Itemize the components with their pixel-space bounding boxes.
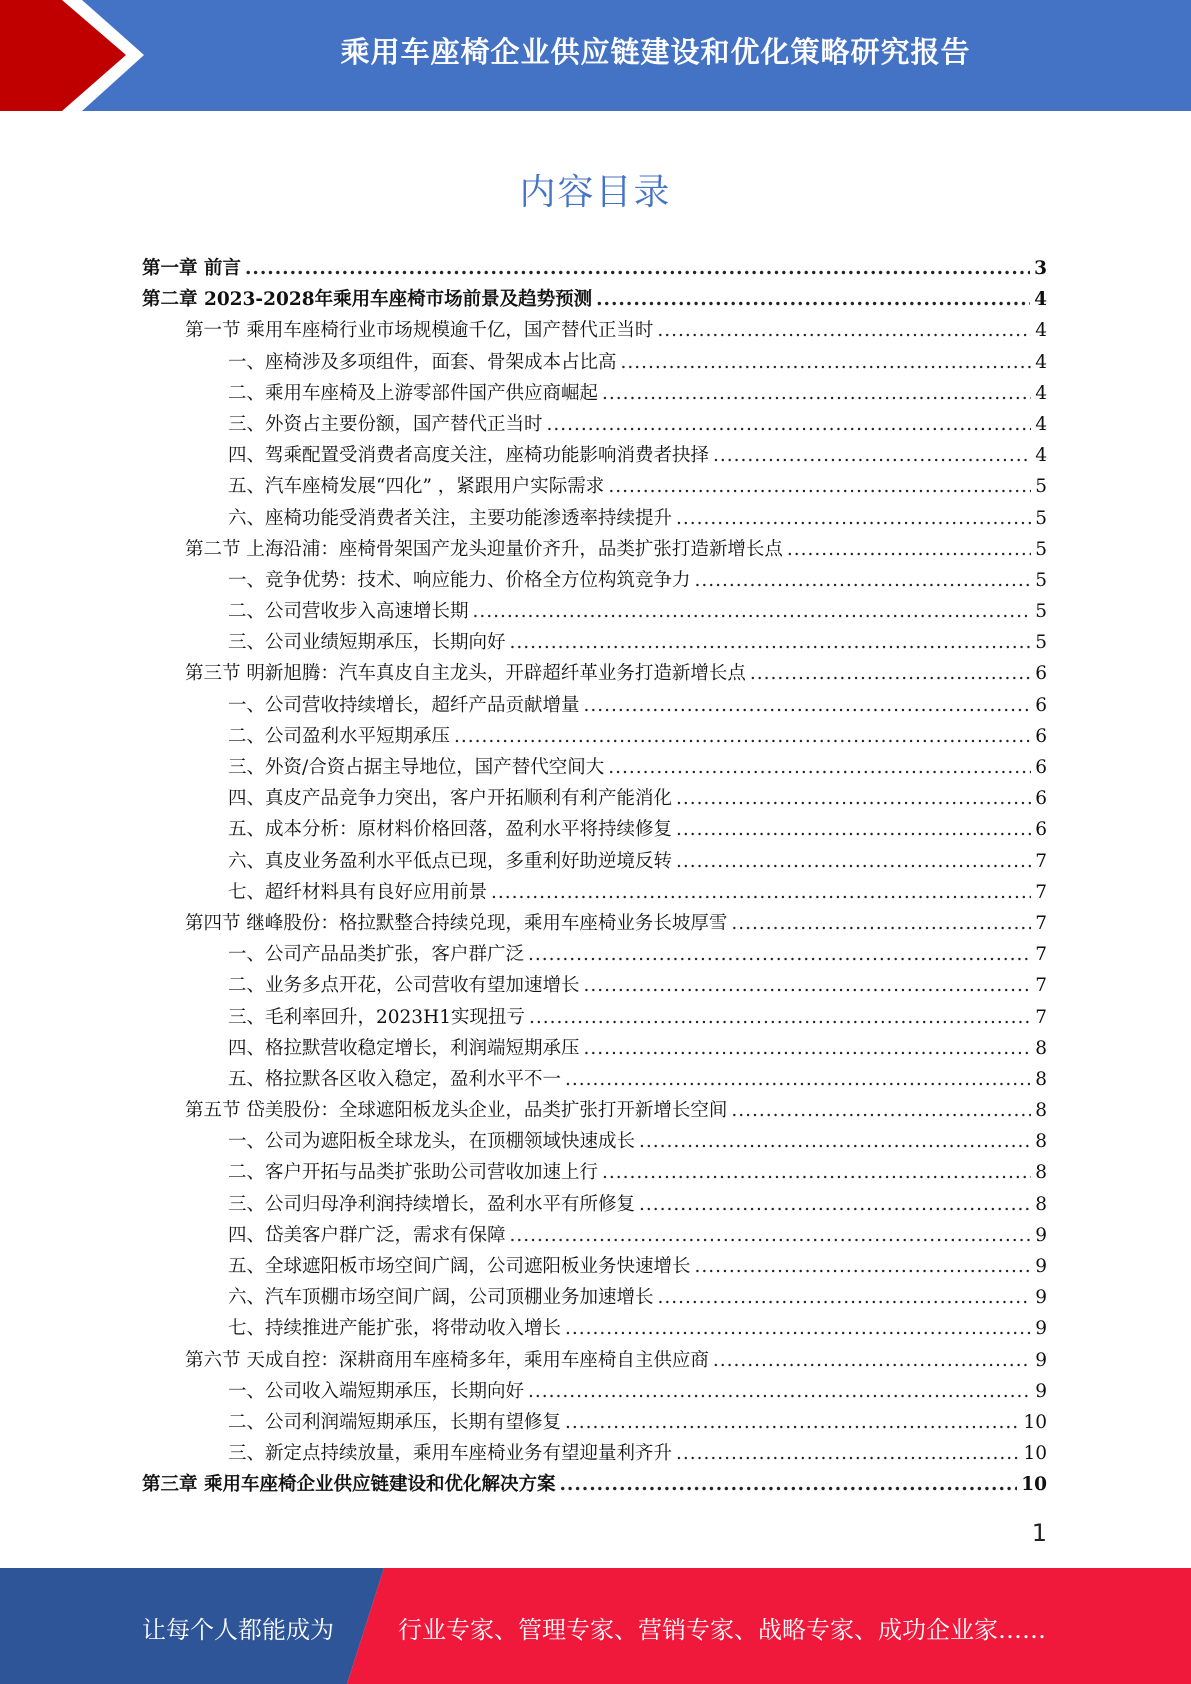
toc-entry-title: 四、岱美客户群广泛，需求有保障: [228, 1224, 506, 1246]
toc-entry-page: 4: [1035, 413, 1047, 435]
toc-leader-dots: [608, 757, 1031, 778]
table-of-contents: [142, 254, 1047, 1502]
toc-entry-page: 8: [1035, 1193, 1047, 1215]
toc-entry-title: 三、公司业绩短期承压，长期向好: [228, 632, 506, 654]
toc-entry[interactable]: [142, 441, 1047, 472]
toc-entry-title: 第三章 乘用车座椅企业供应链建设和优化解决方案: [142, 1474, 556, 1496]
toc-entry-title: 二、客户开拓与品类扩张助公司营收加速上行: [228, 1162, 599, 1184]
toc-leader-dots: [713, 445, 1031, 466]
toc-entry-page: 9: [1035, 1318, 1047, 1340]
toc-entry-title: 三、新定点持续放量，乘用车座椅业务有望迎量利齐升: [228, 1443, 673, 1465]
toc-entry[interactable]: [142, 784, 1047, 815]
toc-leader-dots: [731, 1100, 1031, 1121]
toc-leader-dots: [584, 695, 1032, 716]
toc-entry[interactable]: [142, 1003, 1047, 1034]
report-title: 乘用车座椅企业供应链建设和优化策略研究报告: [340, 35, 971, 69]
toc-entry-title: 第五节 岱美股份：全球遮阳板龙头企业，品类扩张打开新增长空间: [185, 1100, 728, 1122]
toc-leader-dots: [695, 570, 1032, 591]
toc-leader-dots: [608, 476, 1031, 497]
toc-entry[interactable]: [142, 410, 1047, 441]
toc-entry-page: 5: [1035, 476, 1047, 498]
toc-entry-title: 二、业务多点开花，公司营收有望加速增长: [228, 975, 580, 997]
toc-entry[interactable]: [142, 1283, 1047, 1314]
toc-leader-dots: [639, 1131, 1031, 1152]
toc-entry[interactable]: [142, 940, 1047, 971]
toc-entry-title: 第四节 继峰股份：格拉默整合持续兑现，乘用车座椅业务长坡厚雪: [185, 912, 728, 934]
toc-entry-page: 6: [1035, 788, 1047, 810]
toc-entry-page: 9: [1035, 1256, 1047, 1277]
toc-entry[interactable]: [142, 1190, 1047, 1221]
footer-slogan-left: 让每个人都能成为: [142, 1616, 334, 1644]
toc-leader-dots: [584, 975, 1032, 996]
toc-entry-title: 六、汽车顶棚市场空间广阔，公司顶棚业务加速增长: [228, 1287, 654, 1309]
toc-leader-dots: [528, 1381, 1031, 1402]
toc-entry[interactable]: [142, 1252, 1047, 1283]
toc-entry-title: 第六节 天成自控：深耕商用车座椅多年，乘用车座椅自主供应商: [185, 1349, 709, 1371]
toc-leader-dots: [676, 508, 1031, 529]
toc-entry-page: 7: [1035, 944, 1047, 966]
toc-leader-dots: [529, 1007, 1031, 1028]
toc-entry-page: 8: [1035, 1068, 1047, 1090]
toc-entry[interactable]: [142, 971, 1047, 1002]
toc-entry[interactable]: [142, 504, 1047, 535]
toc-entry[interactable]: [142, 1158, 1047, 1189]
toc-entry[interactable]: [142, 316, 1047, 347]
toc-leader-dots: [584, 1038, 1032, 1059]
toc-entry-page: 9: [1035, 1349, 1047, 1371]
toc-entry-title: 七、超纤材料具有良好应用前景: [228, 881, 488, 903]
toc-entry-title: 三、毛利率回升，2023H1实现扭亏: [228, 1006, 525, 1028]
toc-entry-page: 8: [1035, 1162, 1047, 1184]
toc-entry-title: 五、格拉默各区收入稳定，盈利水平不一: [228, 1068, 562, 1090]
toc-entry-page: 7: [1035, 975, 1047, 997]
toc-entry-page: 8: [1035, 1131, 1047, 1153]
toc-entry[interactable]: [142, 753, 1047, 784]
toc-entry[interactable]: [142, 597, 1047, 628]
toc-entry-page: 4: [1034, 289, 1047, 311]
toc-entry-title: 第二节 上海沿浦：座椅骨架国产龙头迎量价齐升，品类扩张打造新增长点: [185, 538, 783, 560]
toc-entry-page: 6: [1035, 757, 1047, 778]
toc-leader-dots: [528, 944, 1031, 965]
toc-leader-dots: [695, 1256, 1032, 1277]
toc-entry-page: 8: [1035, 1037, 1047, 1059]
toc-leader-dots: [658, 1287, 1032, 1308]
toc-entry[interactable]: [142, 1096, 1047, 1127]
toc-entry-title: 二、公司营收步入高速增长期: [228, 601, 469, 623]
toc-entry-title: 二、公司利润端短期承压，长期有望修复: [228, 1411, 562, 1433]
toc-entry[interactable]: [142, 909, 1047, 940]
toc-entry-title: 三、外资/合资占据主导地位，国产替代空间大: [228, 757, 605, 778]
header-arrow-decoration: [0, 0, 150, 111]
toc-entry-title: 四、格拉默营收稳定增长，利润端短期承压: [228, 1037, 580, 1059]
toc-entry-title: 五、成本分析：原材料价格回落，盈利水平将持续修复: [228, 819, 673, 841]
toc-entry-page: 6: [1035, 663, 1047, 685]
toc-entry[interactable]: [142, 1346, 1047, 1377]
toc-entry-title: 一、公司产品品类扩张，客户群广泛: [228, 944, 525, 966]
toc-entry[interactable]: [142, 815, 1047, 846]
toc-entry[interactable]: [142, 1314, 1047, 1345]
toc-entry[interactable]: [142, 535, 1047, 566]
toc-leader-dots: [454, 726, 1031, 747]
toc-entry-title: 第一章 前言: [142, 258, 241, 279]
toc-entry[interactable]: [142, 566, 1047, 597]
toc-entry[interactable]: [142, 379, 1047, 410]
toc-entry-title: 一、公司收入端短期承压，长期向好: [228, 1380, 525, 1402]
toc-entry[interactable]: [142, 878, 1047, 909]
toc-leader-dots: [676, 851, 1031, 872]
toc-entry-title: 三、公司归母净利润持续增长，盈利水平有所修复: [228, 1193, 636, 1215]
toc-entry-page: 4: [1035, 320, 1047, 342]
toc-leader-dots: [547, 414, 1032, 435]
toc-entry-title: 七、持续推进产能扩张，将带动收入增长: [228, 1318, 562, 1340]
toc-heading: 内容目录: [519, 172, 672, 213]
toc-entry[interactable]: [142, 1377, 1047, 1408]
toc-leader-dots: [602, 1162, 1031, 1183]
footer-slogan-right: 行业专家、管理专家、营销专家、战略专家、成功企业家……: [398, 1616, 1046, 1644]
toc-entry-page: 9: [1035, 1287, 1047, 1309]
toc-leader-dots: [565, 1412, 1019, 1433]
toc-entry-page: 5: [1035, 538, 1047, 560]
toc-leader-dots: [676, 788, 1031, 809]
toc-entry-page: 7: [1035, 850, 1047, 872]
toc-leader-dots: [565, 1318, 1031, 1339]
toc-entry-page: 7: [1035, 912, 1047, 934]
toc-entry[interactable]: [142, 628, 1047, 659]
toc-leader-dots: [787, 539, 1031, 560]
toc-entry-title: 五、汽车座椅发展“四化” ，紧跟用户实际需求: [228, 476, 605, 498]
toc-leader-dots: [565, 1069, 1031, 1090]
toc-leader-dots: [639, 1194, 1031, 1215]
toc-entry-title: 第三节 明新旭腾：汽车真皮自主龙头，开辟超纤革业务打造新增长点: [185, 663, 746, 685]
toc-leader-dots: [750, 663, 1031, 684]
toc-entry[interactable]: [142, 659, 1047, 690]
toc-leader-dots: [602, 383, 1031, 404]
toc-entry-page: 5: [1035, 601, 1047, 623]
toc-entry-title: 四、驾乘配置受消费者高度关注，座椅功能影响消费者抉择: [228, 445, 710, 467]
toc-entry[interactable]: [142, 691, 1047, 722]
toc-entry-title: 五、全球遮阳板市场空间广阔，公司遮阳板业务快速增长: [228, 1256, 691, 1277]
toc-entry[interactable]: [142, 847, 1047, 878]
toc-entry[interactable]: [142, 722, 1047, 753]
toc-entry-page: 6: [1035, 819, 1047, 841]
footer-band: [0, 1568, 1191, 1684]
toc-leader-dots: [473, 601, 1032, 622]
toc-entry-title: 二、乘用车座椅及上游零部件国产供应商崛起: [228, 382, 599, 404]
toc-entry[interactable]: [142, 472, 1047, 503]
toc-entry-page: 5: [1035, 569, 1047, 591]
toc-entry[interactable]: [142, 1127, 1047, 1158]
toc-entry-title: 四、真皮产品竞争力突出，客户开拓顺利有利产能消化: [228, 788, 673, 810]
toc-entry-page: 6: [1035, 725, 1047, 747]
toc-entry[interactable]: [142, 285, 1047, 316]
toc-entry-title: 一、座椅涉及多项组件，面套、骨架成本占比高: [228, 351, 617, 373]
toc-leader-dots: [510, 632, 1032, 653]
toc-entry[interactable]: [142, 1470, 1047, 1501]
toc-leader-dots: [596, 289, 1030, 310]
toc-entry[interactable]: [142, 1065, 1047, 1096]
toc-entry[interactable]: [142, 254, 1047, 285]
toc-leader-dots: [713, 1350, 1031, 1371]
toc-entry[interactable]: [142, 1408, 1047, 1439]
toc-leader-dots: [657, 320, 1031, 341]
toc-entry-page: 10: [1023, 1443, 1047, 1465]
toc-entry-page: 10: [1021, 1474, 1047, 1496]
toc-entry-title: 第一节 乘用车座椅行业市场规模逾千亿，国产替代正当时: [185, 320, 654, 342]
toc-entry-page: 10: [1023, 1411, 1047, 1433]
toc-entry[interactable]: [142, 348, 1047, 379]
toc-entry-title: 六、座椅功能受消费者关注，主要功能渗透率持续提升: [228, 507, 673, 529]
toc-entry[interactable]: [142, 1439, 1047, 1470]
toc-entry-page: 6: [1035, 694, 1047, 716]
toc-entry-title: 六、真皮业务盈利水平低点已现，多重利好助逆境反转: [228, 850, 673, 872]
toc-leader-dots: [559, 1474, 1017, 1495]
toc-leader-dots: [676, 819, 1031, 840]
toc-leader-dots: [245, 258, 1030, 279]
toc-entry-title: 一、公司营收持续增长，超纤产品贡献增量: [228, 694, 580, 716]
toc-entry-title: 一、竞争优势：技术、响应能力、价格全方位构筑竞争力: [228, 569, 691, 591]
toc-entry[interactable]: [142, 1034, 1047, 1065]
toc-leader-dots: [621, 352, 1032, 373]
toc-entry-page: 9: [1035, 1224, 1047, 1246]
toc-entry-page: 4: [1035, 382, 1047, 404]
toc-entry-page: 7: [1035, 1006, 1047, 1028]
toc-entry-page: 5: [1035, 507, 1047, 529]
page-number: 1: [1031, 1519, 1047, 1547]
toc-entry-page: 4: [1035, 351, 1047, 373]
toc-entry-page: 4: [1035, 445, 1047, 467]
toc-entry-title: 一、公司为遮阳板全球龙头，在顶棚领域快速成长: [228, 1131, 636, 1153]
toc-leader-dots: [491, 882, 1031, 903]
toc-entry-page: 8: [1035, 1100, 1047, 1122]
toc-entry-page: 5: [1035, 632, 1047, 654]
toc-entry-title: 三、外资占主要份额，国产替代正当时: [228, 413, 543, 435]
toc-entry-title: 二、公司盈利水平短期承压: [228, 725, 451, 747]
toc-entry-page: 9: [1035, 1380, 1047, 1402]
toc-entry[interactable]: [142, 1221, 1047, 1252]
header-band: [0, 0, 1191, 111]
toc-leader-dots: [731, 913, 1031, 934]
toc-entry-page: 7: [1035, 881, 1047, 903]
toc-leader-dots: [510, 1225, 1032, 1246]
toc-entry-title: 第二章 2023-2028年乘用车座椅市场前景及趋势预测: [142, 289, 593, 311]
toc-leader-dots: [676, 1443, 1019, 1464]
toc-entry-page: 3: [1034, 258, 1047, 279]
